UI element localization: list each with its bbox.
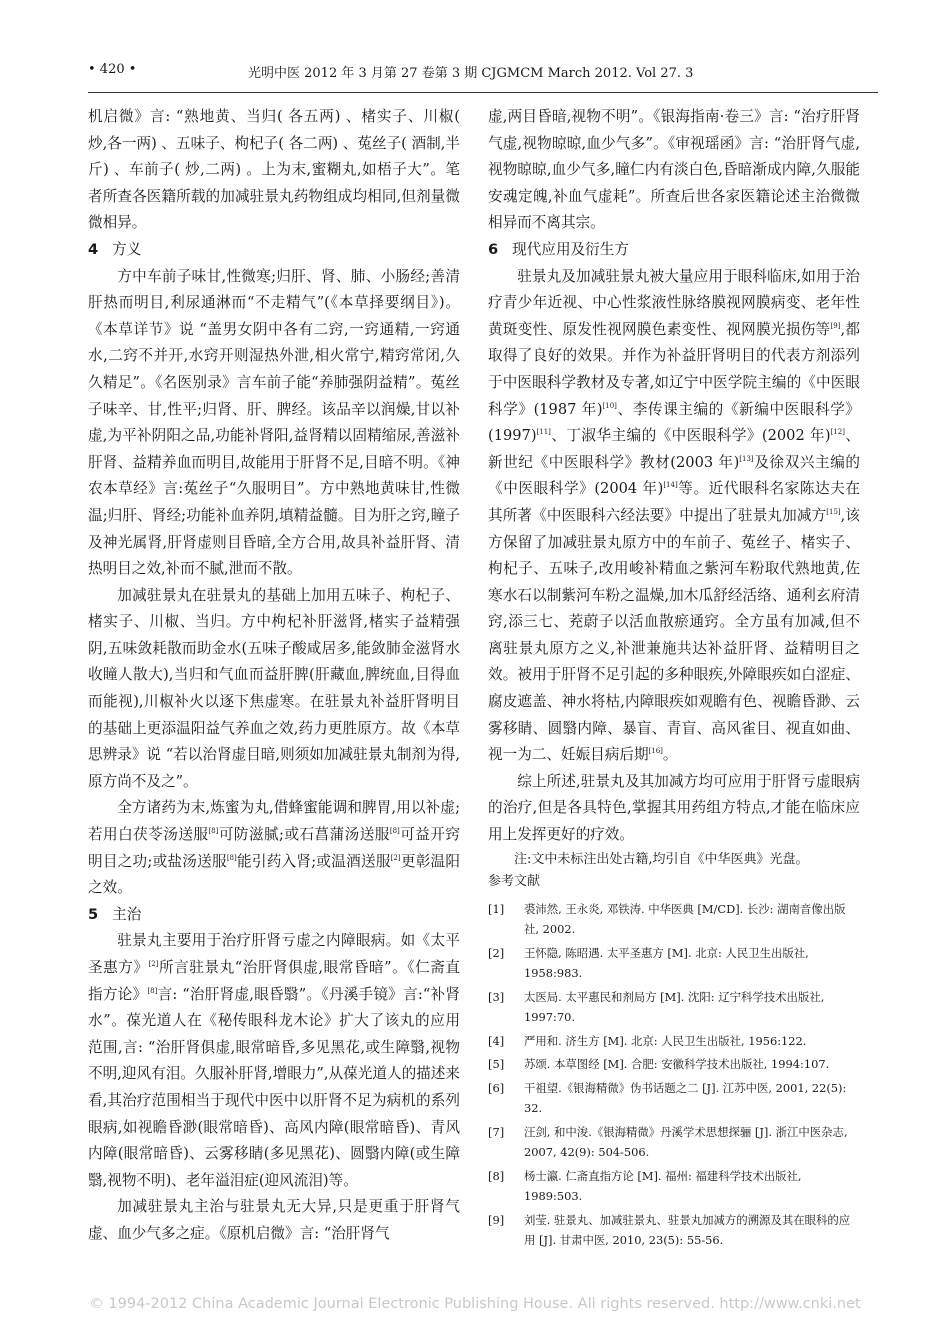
reference-number: [1] <box>488 901 505 916</box>
reference-text: 太医局. 太平惠民和剂局方 [M]. 沈阳: 辽宁科学技术出版社, 1997:70. <box>524 989 825 1025</box>
reference-number: [5] <box>488 1057 505 1072</box>
citation: [16] <box>648 747 663 756</box>
left-column <box>88 104 460 1248</box>
citation: [8] <box>226 853 237 862</box>
header-rule <box>88 92 878 93</box>
citation: [2] <box>390 853 401 862</box>
reference-item <box>488 1031 860 1052</box>
reference-number: [6] <box>488 1080 505 1095</box>
reference-item <box>488 1078 860 1119</box>
paragraph: 加减驻景丸在驻景丸的基础上加用五味子、枸杞子、楮实子、川椒、当归。方中枸杞补肝滋肾,楮实子益精强阴,五味敛耗散而助金水(五味子酸咸居多,能敛肺金滋肾水收瞳人散大),当归和气血而益肝脾(肝藏血,脾统血,目得血而能视),川椒补火以逐下焦虚寒。在驻景丸补益肝肾明目的基础上更添温阳益气养血之效,药力更胜原方。故《本草思辨录》说 “若以治肾虚目暗,则须如加减驻景丸制剂为得,原方尚不及之”。 <box>88 586 460 790</box>
citation: [8] <box>208 827 219 836</box>
reference-item <box>488 1210 860 1251</box>
paragraph: 机启微》言: “熟地黄、当归( 各五两) 、楮实子、川椒( 炒,各一两) 、五味子、枸杞子( 各二两) 、菟丝子( 酒制,半斤) 、车前子( 炒,二两) 。上为末,蜜糊丸,如梧子大”。笔者所查各医籍所载的加减驻景丸药物组成均相同,但剂量微微相异。 <box>88 108 460 232</box>
reference-item <box>488 1054 860 1075</box>
citation: [2] <box>148 960 159 969</box>
citation: [12] <box>830 428 845 437</box>
reference-text: 汪剑, 和中浚.《银海精微》丹溪学术思想探骊 [J]. 浙江中医杂志, 2007, 42(9): 504-506. <box>524 1124 848 1160</box>
page-number: • 420 • <box>88 62 137 77</box>
copyright-footer: © 1994-2012 China Academic Journal Electronic Publishing House. All rights reserved. http://www.cnki.net <box>89 1296 861 1312</box>
reference-number: [2] <box>488 945 505 960</box>
citation: [11] <box>536 428 551 437</box>
section-heading-4: 4 方义 <box>88 240 142 258</box>
paragraph: 方中车前子味甘,性微寒;归肝、肾、肺、小肠经;善清肝热而明目,利尿通淋而“不走精气”(《本草择要纲目》)。《本草详节》说 “盖男女阴中各有二窍,一窍通精,一窍通水,二窍不并开,水窍开则湿热外泄,相火常宁,精窍常闭,久久精足”。《名医别录》言车前子能“养肺强阴益精”。菟丝子味辛、甘,性平;归肾、肝、脾经。该品辛以润燥,甘以补虚,为平补阴阳之品,功能补肾阳,益肾精以固精缩尿,善滋补肝肾、益精养血而明目,故能用于肝肾不足,目暗不明。《神农本草经》言:菟丝子“久服明目”。方中熟地黄味甘,性微温;归肝、肾经;功能补血养阴,填精益髓。目为肝之窍,瞳子及神光属肾,肝肾虚则目昏暗,全方合用,故具补益肝肾、清热明目之效,补而不腻,泄而不散。 <box>88 267 460 578</box>
reference-item <box>488 1122 860 1163</box>
running-header <box>88 62 878 86</box>
references-heading: 参考文献 <box>488 873 541 889</box>
paragraph: 全方诸药为末,炼蜜为丸,借蜂蜜能调和脾胃,用以补虚;若用白茯苓汤送服[8]可防滋腻;或石菖蒲汤送服[8]可益开窍明目之功;或盐汤送服[8]能引药入肾;或温酒送服[2]更彰温阳之效。 <box>88 799 460 897</box>
right-column <box>488 104 860 1254</box>
reference-item <box>488 1166 860 1207</box>
reference-number: [4] <box>488 1033 505 1048</box>
citation: [14] <box>663 481 678 490</box>
section-heading-6: 6 现代应用及衍生方 <box>488 240 629 258</box>
paragraph: 驻景丸主要用于治疗肝肾亏虚之内障眼病。如《太平圣惠方》[2]所言驻景丸“治肝肾俱虚,眼常昏暗”。《仁斋直指方论》[8]言: “治肝肾虚,眼昏翳”。《丹溪手镜》言:“补肾水”。葆光道人在《秘传眼科龙木论》扩大了该丸的应用范围,言: “治肝肾俱虚,眼常暗昏,多见黑花,或生障翳,视物不明,迎风有泪。久服补肝肾,增眼力”,从葆光道人的描述来看,其治疗范围相当于现代中医中以肝肾不足为病机的系列眼病,如视瞻昏渺(眼常暗昏)、高风内障(眼常暗昏)、青风内障(眼常暗昏)、云雾移睛(多见黑花)、圆翳内障(或生障翳,视物不明)、老年溢泪症(迎风流泪)等。 <box>88 932 460 1189</box>
reference-item <box>488 899 860 940</box>
citation: [15] <box>826 508 841 517</box>
reference-text: 杨士瀛. 仁斋直指方论 [M]. 福州: 福建科学技术出版社, 1989:503. <box>524 1168 802 1204</box>
citation: [10] <box>602 401 617 410</box>
reference-number: [8] <box>488 1168 505 1183</box>
paragraph: 加减驻景丸主治与驻景丸无大异,只是更重于肝肾气虚、血少气多之症。《原机启微》言: “治肝肾气 <box>88 1198 460 1242</box>
citation: [9] <box>830 321 841 330</box>
reference-number: [7] <box>488 1124 505 1139</box>
paragraph: 虚,两目昏暗,视物不明”。《银海指南·卷三》言: “治疗肝肾气虚,视物晾晾,血少气多”。《审视瑶函》言: “治肝肾气虚,视物晾晾,血少气多,瞳仁内有淡白色,昏暗渐成内障,久服能安魂定魄,补血气虚耗”。所查后世各家医籍论述主治微微相异而不离其宗。 <box>488 108 860 232</box>
reference-text: 苏颂. 本草图经 [M]. 合肥: 安徽科学技术出版社, 1994:107. <box>524 1057 830 1072</box>
reference-item <box>488 943 860 984</box>
reference-text: 严用和. 济生方 [M]. 北京: 人民卫生出版社, 1956:122. <box>524 1033 807 1048</box>
reference-number: [9] <box>488 1212 505 1227</box>
reference-text: 刘莹. 驻景丸、加减驻景丸、驻景丸加减方的溯源及其在眼科的应用 [J]. 甘肃中医, 2010, 23(5): 55-56. <box>524 1212 851 1248</box>
reference-text: 裘沛然, 王永炎, 邓铁涛. 中华医典 [M/CD]. 长沙: 湖南音像出版社, 2002. <box>524 901 846 937</box>
paragraph: 综上所述,驻景丸及其加减方均可应用于肝肾亏虚眼病的治疗,但是各具特色,掌握其用药组方特点,才能在临床应用上发挥更好的疗效。 <box>488 772 860 844</box>
citation: [13] <box>739 454 754 463</box>
section-heading-5: 5 主治 <box>88 905 142 923</box>
reference-list <box>488 899 860 1251</box>
journal-info: 光明中医 2012 年 3 月第 27 卷第 3 期 CJGMCM March 2012. Vol 27. 3 <box>248 66 694 81</box>
reference-text: 干祖望.《银海精微》伪书话题之二 [J]. 江苏中医, 2001, 22(5): 32. <box>524 1080 847 1116</box>
reference-text: 王怀隐, 陈昭遇. 太平圣惠方 [M]. 北京: 人民卫生出版社, 1958:983. <box>524 945 809 981</box>
reference-number: [3] <box>488 989 505 1004</box>
citation: [8] <box>147 986 158 995</box>
paragraph: 驻景丸及加减驻景丸被大量应用于眼科临床,如用于治疗青少年近视、中心性浆液性脉络膜视网膜病变、老年性黄斑变性、原发性视网膜色素变性、视网膜光损伤等[9],都取得了良好的效果。并作为补益肝肾明目的代表方剂添列于中医眼科学教材及专著,如辽宁中医学院主编的《中医眼科学》(1987 年)[10]、李传课主编的《新编中医眼科学》(1997)[11]、丁淑华主编的《中医眼科学》(2002 年)[12]、新世纪《中医眼科学》教材(2003 年)[13]及徐双兴主编的《中医眼科学》(2004 年)[14]等。近代眼科名家陈达夫在其所著《中医眼科六经法要》中提出了驻景丸加减方[15],该方保留了加减驻景丸原方中的车前子、菟丝子、楮实子、枸杞子、五味子,改用峻补精血之紫河车粉取代熟地黄,佐寒水石以制紫河车粉之温燥,加木瓜舒经活络、通利玄府清窍,添三七、茺蔚子以活血散瘀通窍。全方虽有加减,但不离驻景丸原方之义,补泄兼施共达补益肝肾、益精明目之效。被用于肝肾不足引起的多种眼疾,外障眼疾如白涩症、腐皮遮盖、神水将枯,内障眼疾如观瞻有色、视瞻昏渺、云雾移睛、圆翳内障、暴盲、青盲、高风雀目、视直如曲、视一为二、妊娠目病后期[16]。 <box>488 267 861 764</box>
citation: [8] <box>389 827 400 836</box>
reference-item <box>488 987 860 1028</box>
footnote: 注:文中未标注出处古籍,均引自《中华医典》光盘。 <box>514 851 809 867</box>
